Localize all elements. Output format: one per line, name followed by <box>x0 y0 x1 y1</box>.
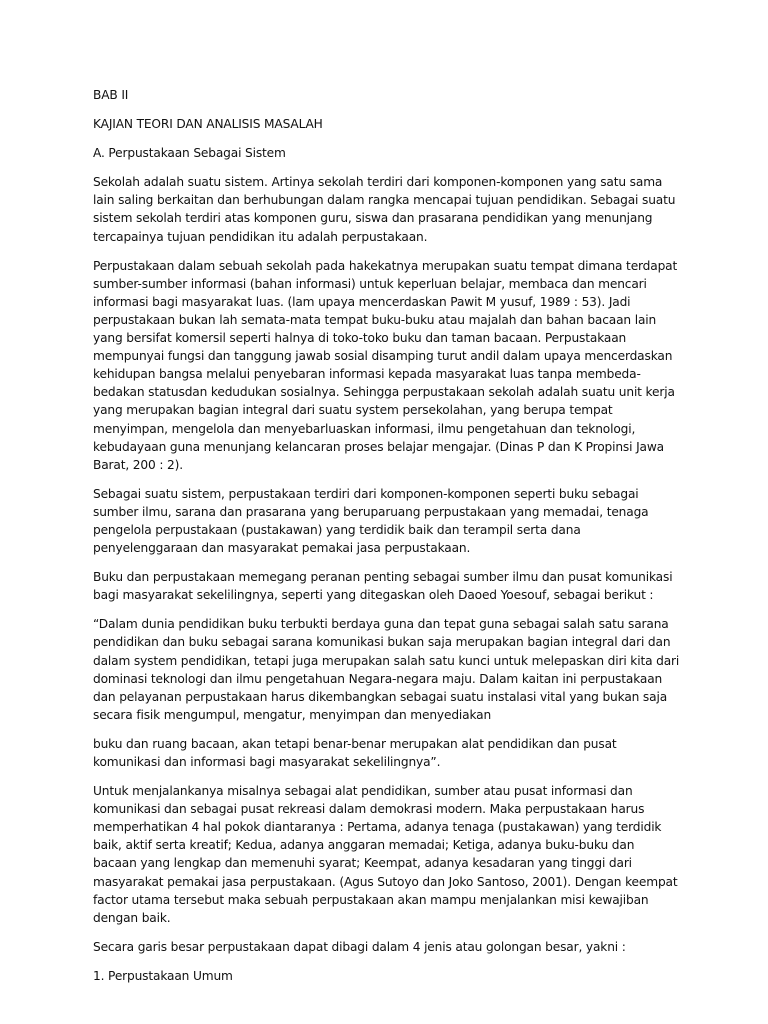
document-page <box>93 86 681 996</box>
section-heading: A. Perpustakaan Sebagai Sistem <box>93 146 286 161</box>
quote-paragraph-continued: buku dan ruang bacaan, akan tetapi benar-benar merupakan alat pendidikan dan pusat komunikasi dan informasi bagi masyarakat sekelilingnya”. <box>93 736 617 769</box>
paragraph: Sekolah adalah suatu sistem. Artinya sekolah terdiri dari komponen-komponen yang satu sama lain saling berkaitan dan berhubungan dalam rangka mencapai tujuan pendidikan. Sebagai suatu sistem sekolah terdiri atas komponen guru, siswa dan prasarana pendidikan yang menunjang tercapainya tujuan pendidikan itu adalah perpustakaan. <box>93 175 676 244</box>
paragraph: Perpustakaan dalam sebuah sekolah pada hakekatnya merupakan suatu tempat dimana terdapat sumber-sumber informasi (bahan informasi) untuk keperluan belajar, membaca dan mencari informasi bagi masyarakat luas. (lam upaya mencerdaskan Pawit M yusuf, 1989 : 53). Jadi perpustakaan bukan lah semata-mata tempat buku-buku atau majalah dan bahan bacaan lain yang bersifat komersil seperti halnya di toko-toko buku dan taman bacaan. Perpustakaan mempunyai fungsi dan tanggung jawab sosial disamping turut andil dalam upaya mencerdaskan kehidupan bangsa melalui penyebaran informasi kepada masyarakat luas tanpa membeda-bedakan statusdan kedudukan sosialnya. Sehingga perpustakaan sekolah adalah suatu unit kerja yang merupakan bagian integral dari suatu system persekolahan, yang berupa tempat menyimpan, mengelola dan menyebarluaskan informasi, ilmu pengetahuan dan teknologi, kebudayaan guna menunjang kelancaran proses belajar mengajar. (Dinas P dan K Propinsi Jawa Barat, 200 : 2). <box>93 258 678 472</box>
paragraph: Buku dan perpustakaan memegang peranan penting sebagai sumber ilmu dan pusat komunikasi bagi masyarakat sekelilingnya, seperti yang ditegaskan oleh Daoed Yoesouf, sebagai berikut : <box>93 570 673 603</box>
quote-paragraph: “Dalam dunia pendidikan buku terbukti berdaya guna dan tepat guna sebagai salah satu sarana pendidikan dan buku sebagai sarana komunikasi bukan saja merupakan bagian integral dari dan dalam system pendidikan, tetapi juga merupakan salah satu kunci untuk melepaskan diri kita dari dominasi teknologi dan ilmu pengetahuan Negara-negara maju. Dalam kaitan ini perpustakaan dan pelayanan perpustakaan harus dikembangkan sebagai suatu instalasi vital yang bukan saja secara fisik mengumpul, mengatur, menyimpan dan menyediakan <box>93 617 680 722</box>
list-item: 1. Perpustakaan Umum <box>93 968 233 983</box>
chapter-number: BAB II <box>93 88 129 102</box>
paragraph: Untuk menjalankanya misalnya sebagai alat pendidikan, sumber atau pusat informasi dan komunikasi dan sebagai pusat rekreasi dalam demokrasi modern. Maka perpustakaan harus memperhatikan 4 hal pokok diantaranya : Pertama, adanya tenaga (pustakawan) yang terdidik baik, aktif serta kreatif; Kedua, adanya anggaran memadai; Ketiga, adanya buku-buku dan bacaan yang lengkap dan memenuhi syarat; Keempat, adanya kesadaran yang tinggi dari masyarakat pemakai jasa perpustakaan. (Agus Sutoyo dan Joko Santoso, 2001). Dengan keempat factor utama tersebut maka sebuah perpustakaan akan mampu menjalankan misi kewajiban dengan baik. <box>93 784 678 925</box>
chapter-title: KAJIAN TEORI DAN ANALISIS MASALAH <box>93 117 323 132</box>
paragraph: Secara garis besar perpustakaan dapat dibagi dalam 4 jenis atau golongan besar, yakni : <box>93 939 626 954</box>
paragraph: Sebagai suatu sistem, perpustakaan terdiri dari komponen-komponen seperti buku sebagai sumber ilmu, sarana dan prasarana yang beruparuang perpustakaan yang memadai, tenaga pengelola perpustakaan (pustakawan) yang terdidik baik dan terampil serta dana penyelenggaraan dan masyarakat pemakai jasa perpustakaan. <box>93 486 649 556</box>
